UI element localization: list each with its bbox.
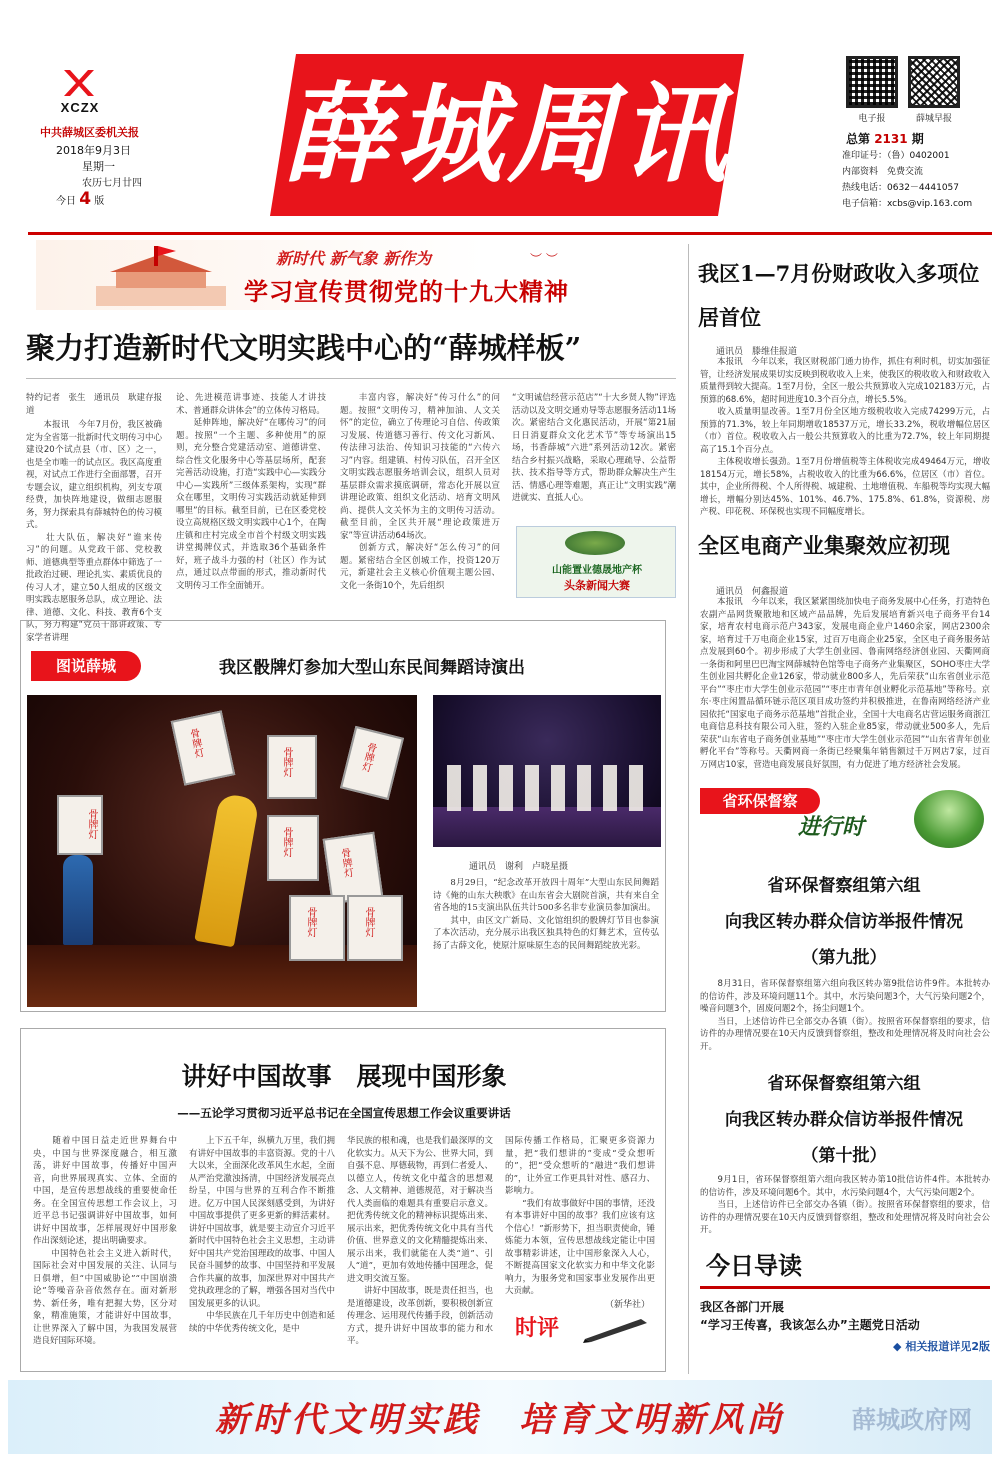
party-banner	[36, 240, 676, 310]
footer-slogan: 新时代文明实践 培育文明新风尚	[215, 1400, 785, 1440]
tiananmen-icon	[96, 246, 226, 306]
issue-suffix: 期	[911, 132, 924, 146]
story4-headline-l2: 向我区转办群众信访举报件情况	[725, 1110, 963, 1130]
masthead	[0, 0, 1000, 236]
info-row: 准印证号：（鲁）0402001	[842, 151, 950, 161]
qr-code-epaper[interactable]	[846, 56, 898, 108]
feature-section	[20, 1028, 666, 1372]
green-globe-icon	[914, 790, 984, 848]
photo-section	[20, 620, 666, 1012]
guide-item-l2[interactable]: “学习王传喜，我该怎么办”主题党日活动	[700, 1318, 920, 1332]
feature-headline: 讲好中国故事 展现中国形象	[181, 1062, 507, 1091]
story3-headline	[698, 868, 990, 976]
prop-box: 骨牌灯	[289, 895, 345, 961]
issue-number	[846, 130, 924, 147]
lead-col-3-text: 丰富内容，解决好“传习什么”的问题。按照“文明传习，精神加油、人文关怀”的定位，确立了传理论习自信、传政策习发展、传道德习善行、传文化习新风、传法律习法治、传知识习技能的“六传六习”内容。组建镇、村传习队伍，召开全区文明实践志愿服务培训会议，组织人员对基层群众需求摸底调研，常态化开展以宣讲理论政策、组织文化活动、培育文明风尚、提供人文关怀为主的文明传习活动。截至目前，全区共开展“理论政策进万家”等宣讲活动64场次。 创新方式，解决好“怎么传习”的问题。紧密结合全区创城工作，投资120万元，新建社会主义核心价值观主题公园、文化一条街10个，先后组织	[340, 393, 500, 591]
story4-body: 9月1日，省环保督察组第六组向我区转办第10批信访件4件。本批转办的信访件，涉及环境问题6个。其中，水污染问题4个，大气污染问题2个。 当日，上述信访件已全部交办各镇（街）。按照省环保督察组的要求，信访件的办理情况要在10天内反馈到督察组，整改和处理情况将及时向社会公开。	[700, 1175, 990, 1235]
logo-text: XCZX	[60, 100, 100, 115]
today-guide	[700, 1244, 990, 1374]
feature-tag: 时评	[515, 1315, 560, 1341]
info-row: 电子信箱：xcbs@vip.163.com	[842, 199, 973, 209]
story3-headline-l3: （第九批）	[801, 948, 887, 968]
story1-byline: 通讯员 滕维佳报道	[716, 347, 798, 357]
masthead-info	[842, 148, 992, 212]
lead-col-1-text: 本报讯 今年7月份，我区被确定为全省第一批新时代文明传习中心建设20个试点县（市、区）之一，也是全市唯一的试点区。我区高度重视，对试点工作进行全面部署，召开专题会议，建立组织机构，列支专项经费，加快阵地建设，做细志愿服务，努力探索具有薛城特色的传习模式。 壮大队伍，解决好“谁来传习”的问题。从党政干部、党校教师、道德典型等重点群体中筛选了一批政治过硬、理论扎实、素质优良的传习人才，建立50人组成的区级文明实践志愿服务总队，成立理论、法律、道德、文化、科技、教育6个支队，努力构建“党员干部讲政策、专家学者讲理	[26, 420, 163, 643]
logo-mark-icon	[62, 68, 96, 98]
story3-headline-l1: 省环保督察组第六组	[767, 876, 921, 896]
story4-headline	[698, 1066, 990, 1174]
newspaper-title: 薛城周讯	[282, 72, 731, 198]
contest-ad-sub: 头条新闻大赛	[564, 579, 630, 592]
feature-col-2: 上下五千年，纵横九万里，我们拥有讲好中国故事的丰富资源。党的十八大以来，全面深化改革风生水起，全面从严治党激浊扬清，中国经济发展亮点纷呈，中国与世界的互利合作不断推进。亿万中国人民深刻感受到，为讲好中国故事提供了更多更新的鲜活素材。讲好中国故事，就是要主动宣介习近平新时代中国特色社会主义思想，主动讲好中国共产党治国理政的故事、中国人民奋斗圆梦的故事、中国坚持和平发展合作共赢的故事，加深世界对中国共产党执政理念的了解，增强各国对当代中国发展更多的认识。 中华民族在几千年历史中创造和延续的中华优秀传统文化，是中	[189, 1136, 335, 1334]
lead-col-2	[176, 392, 326, 600]
issue-prefix: 总第	[846, 132, 871, 146]
publisher: 中共薛城区委机关报	[40, 126, 139, 139]
lead-col-4-text: “文明诚信经营示范店”“十大乡贤人物”评选活动以及文明交通劝导等志愿服务活动11场次。紧密结合文化惠民活动，开展“第21届日日消夏群众文化艺术节”等专场演出15场，书香薛城“六进”系列活动12次。紧密结合乡村振兴战略，采取心理疏导、公益帮扶、技术指导等方式，帮助群众解决生产生活、情感心理等难题，真正让“文明实践”潮进就实、直抵人心。	[512, 393, 676, 503]
side-photo[interactable]	[433, 695, 661, 847]
pen-icon	[581, 1315, 651, 1343]
story2-body: 本报讯 今年以来，我区紧紧围绕加快电子商务发展中心任务，打造特色农副产品网货聚散地和区域产品品牌，先后发展培育新兴电子商务平台14家，培育农村电商示范户343家，发展电商企业户1460余家，网店2300余家，培育过千万电商企业15家，过百万电商企业25家，全区电子商务服务站点发展到60个。初步形成了大学生创业园、鲁南网络经济创业园、天衢网商一条街和阿里巴巴淘宝网薛城特色馆等电子商务产业集聚区，SOHO枣庄大学生创业园共孵化企业126家，带动就业800多人，先后荣获“山东省创业示范平台”“枣庄市大学生创业示范园”“枣庄市青年创业孵化示范基地”等称号。京东·枣庄闲置品循环链示范区项目成功签约并积极推进，在鲁南网络经济产业园依托“国家电子商务示范基地”首批企业，全国十大电商名店营运服务商浙江电商信息科技有限公司入驻，签约入驻企业85家，带动就业500多人，先后荣获“山东省电子商务创业基地”“枣庄市大学生创业示范园”“山东省青年创业孵化平台”等称号。天衢网商一条街已经聚集年销售额过千万网店7家，过百万网店10家，营造电商发展良好氛围，有力促进了地方经济社会发展。	[700, 597, 990, 770]
page-count-suffix: 版	[94, 196, 105, 207]
lead-rule	[26, 378, 676, 379]
qr-code-morning[interactable]	[908, 56, 960, 108]
dancer-figure	[194, 793, 259, 948]
footer-banner	[8, 1380, 992, 1454]
page-count-number: 4	[79, 189, 92, 209]
story1-headline: 我区1—7月份财政收入多项位居首位	[698, 261, 980, 330]
bird-icon: ︶ ︶	[530, 252, 558, 266]
guide-rule	[700, 1286, 990, 1289]
feature-subhead: ——五论学习贯彻习近平总书记在全国宣传思想工作会议重要讲话	[177, 1106, 511, 1120]
story2-headline: 全区电商产业集聚效应初现	[698, 533, 950, 558]
lead-col-2-text: 论、先进模范讲事迹、技能人才讲技术、普通群众讲体会”的立体传习格局。 延伸阵地，解决好“在哪传习”的问题。按照“一个主题、多种使用”的原则，充分整合党建活动室、道德讲堂、综合性文化服务中心等基层场所，配套完善活动设施，打造“实践中心—实践分中心—实践所”三级体系架构，实现“群众在哪里，文明传习实践活动就延伸到哪里”的目标。截至目前，已在区委党校设立高规格区级文明实践中心1个，在陶庄镇和庄村完成全市首个村级文明实践讲堂揭牌仪式，并选取36个基础条件好，班子战斗力强的村（社区）作为试点，通过以点带面的形式，推动新时代文明传习工作全面铺开。	[176, 393, 326, 591]
lead-col-1	[26, 392, 163, 643]
brush-stroke-icon	[565, 531, 625, 555]
feature-col-1: 随着中国日益走近世界舞台中央，中国与世界深度融合，相互激荡，讲好中国故事，传播好中国声音，向世界展现真实、立体、全面的中国，是宣传思想战线的重要使命任务。在全国宣传思想工作会议上，习近平总书记强调讲好中国故事，如何讲好中国故事，怎样展现好中国形象作出深刻论述，提出明确要求。 中国特色社会主义进入新时代，国际社会对中国发展的关注、认同与日俱增，但“中国威胁论”“中国崩溃论”等噪音杂音依然存在。面对新形势、新任务，唯有把握大势，区分对象，精准施策，才能讲好中国故事，让世界深入了解中国，为我国发展营造良好国际环境。	[33, 1136, 177, 1346]
feature-source: （新华社）	[605, 1300, 651, 1310]
dancer-row	[447, 765, 647, 811]
guide-item-l1[interactable]: 我区各部门开展	[700, 1300, 785, 1314]
column-divider	[688, 244, 689, 1374]
page-count-prefix: 今日	[56, 196, 76, 207]
qr2-label: 薛城早报	[915, 114, 952, 124]
story4-headline-l3: （第十批）	[801, 1146, 887, 1166]
lead-col-4	[512, 392, 676, 524]
feature-col-4: 国际传播工作格局，汇聚更多资源力量，把“我们想讲的”变成“受众想听的”，把“受众想听的”融进“我们想讲的”，让外宣工作更具针对性、感召力、影响力。 “我们有故事做好中国的事情，还没有本事讲好中国的故事？我们应该有这个信心！”新形势下，担当职责使命，锤炼能力本领，宣传思想战线定能让中国故事精彩讲述，让中国形象深入人心，不断提高国家文化软实力和中华文化影响力，为服务党和国家事业发展作出更大贡献。	[505, 1136, 655, 1296]
story3-headline-l2: 向我区转办群众信访举报件情况	[725, 912, 963, 932]
issue-date: 2018年9月3日	[56, 144, 131, 157]
prop-box: 骨牌灯	[323, 832, 384, 905]
info-row: 内部资料 免费交流	[842, 167, 924, 177]
masthead-rule	[28, 232, 992, 235]
footer-watermark: 薛城政府网	[852, 1406, 972, 1434]
story3-body: 8月31日，省环保督察组第六组向我区转办第9批信访件9件。本批转办的信访件，涉及环境问题11个。其中，水污染问题3个，大气污染问题2个，噪音问题3个，固废问题2个，扬尘问题1个。 当日，上述信访件已全部交办各镇（街）。按照省环保督察组的要求，信访件的办理情况要在10天内反馈到督察组，整改和处理情况将及时向社会公开。	[700, 979, 990, 1052]
qr1-label: 电子报	[858, 114, 886, 124]
main-photo[interactable]	[27, 695, 417, 1007]
env-banner-left: 省环保督察	[700, 788, 820, 814]
prop-box: 骨牌灯	[171, 710, 236, 785]
lead-byline: 特约记者 张生 通讯员 耿建存报道	[26, 393, 163, 416]
prop-box: 骨牌灯	[267, 735, 317, 799]
env-banner	[700, 786, 990, 852]
weekday: 星期一	[82, 160, 115, 173]
story1-body: 本报讯 今年以来，我区财税部门通力协作，抓住有利时机，切实加强征管，让经济发展成果切实反映到税收收入上来，使我区的税收收入和财政收入质量得到较大提高。1至7月份，全区一般公共预算收入完成102183万元，占预算的68.6%，超时间进度10.3个百分点，增长5.5%。 收入质量明显改善。1至7月份全区地方级税收收入完成74299万元，占预算的71.3%，较上年同期增收18537万元，增长33.2%，税收增幅位居区（市）首位。税收收入占一般公共预算收入的比重为72.7%，较上年同期提高了15.1个百分点。 主体税收增长强劲。1至7月份增值税等主体税收完成49464万元，增收18154万元，增长58%，占税收收入的比重为66.6%，位居区（市）首位。其中，企业所得税、个人所得税、城建税、土地增值税、车船税等均实现大幅增长，增幅分别达45%、101%、46.7%、175.8%、61.8%，资源税、房产税、印花税、环保税也实现不同幅度增长。	[700, 357, 990, 517]
lead-col-3	[340, 392, 500, 600]
contest-ad[interactable]	[516, 526, 676, 598]
logo	[40, 66, 120, 120]
lead-headline: 聚力打造新时代文明实践中心的“薛城样板”	[26, 331, 582, 365]
photo-caption: 8月29日，“纪念改革开放四十周年”大型山东民间舞蹈诗《俺的山东大秧歌》在山东省会大剧院首演，共有来自全省各地的15支演出队伍共计500多名非专业演员参加演出。 其中，由区文广新局、文化馆组织的骰牌灯节目也参演了本次活动，充分展示出我区独具特色的灯舞艺术，宣传弘扬了古薛文化，使原汁原味原生态的民间舞蹈绽放光彩。	[433, 878, 659, 951]
guide-title: 今日导读	[706, 1251, 802, 1280]
photo-tag: 图说薛城	[31, 651, 141, 681]
photo-byline: 通讯员 谢利 卢晓星摄	[469, 862, 569, 872]
guide-link[interactable]: ◆ 相关报道详见2版	[893, 1340, 990, 1353]
banner-slogan: 新时代 新气象 新作为	[276, 249, 432, 268]
env-banner-right: 进行时	[798, 814, 865, 840]
contest-ad-label: 山能置业德晟地产杯	[552, 565, 642, 576]
photo-headline: 我区骰牌灯参加大型山东民间舞蹈诗演出	[219, 658, 525, 678]
page-count	[56, 189, 104, 209]
info-row: 热线电话：0632－4441057	[842, 183, 960, 193]
lunar-date: 农历七月廿四	[82, 178, 142, 189]
prop-box: 骨牌灯	[347, 895, 403, 961]
title-block	[270, 54, 744, 216]
prop-box: 骨牌灯	[57, 795, 103, 855]
prop-box: 骨牌灯	[267, 815, 319, 881]
story4-headline-l1: 省环保督察组第六组	[767, 1074, 921, 1094]
stage-floor	[433, 807, 661, 847]
banner-title: 学习宣传贯彻党的十九大精神	[244, 277, 569, 306]
story2-byline: 通讯员 何鑫报道	[716, 587, 789, 597]
prop-box: 骨牌灯	[340, 726, 404, 800]
issue-number-value: 2131	[874, 132, 908, 146]
feature-col-3: 华民族的根和魂，也是我们最深厚的文化软实力。从天下为公、世界大同，到自强不息、厚德载物，再到仁者爱人、以德立人，传统文化中蕴含的思想观念、人文精神、道德规范，对于解决当代人类面临的难题具有重要启示意义。把优秀传统文化的精神标识提炼出来、展示出来，把优秀传统文化中具有当代价值、世界意义的文化精髓提炼出来、展示出来，我们就能在人类“道”、引人“道”，更加有效地传播中国理念，促进文明交流互鉴。 讲好中国故事，既是责任担当，也是道德建设，改革创新，要积极创新宣传理念、运用现代传播手段，创新活动方式，提升讲好中国故事的能力和水平。	[347, 1136, 493, 1346]
dancer-figure	[63, 855, 93, 945]
